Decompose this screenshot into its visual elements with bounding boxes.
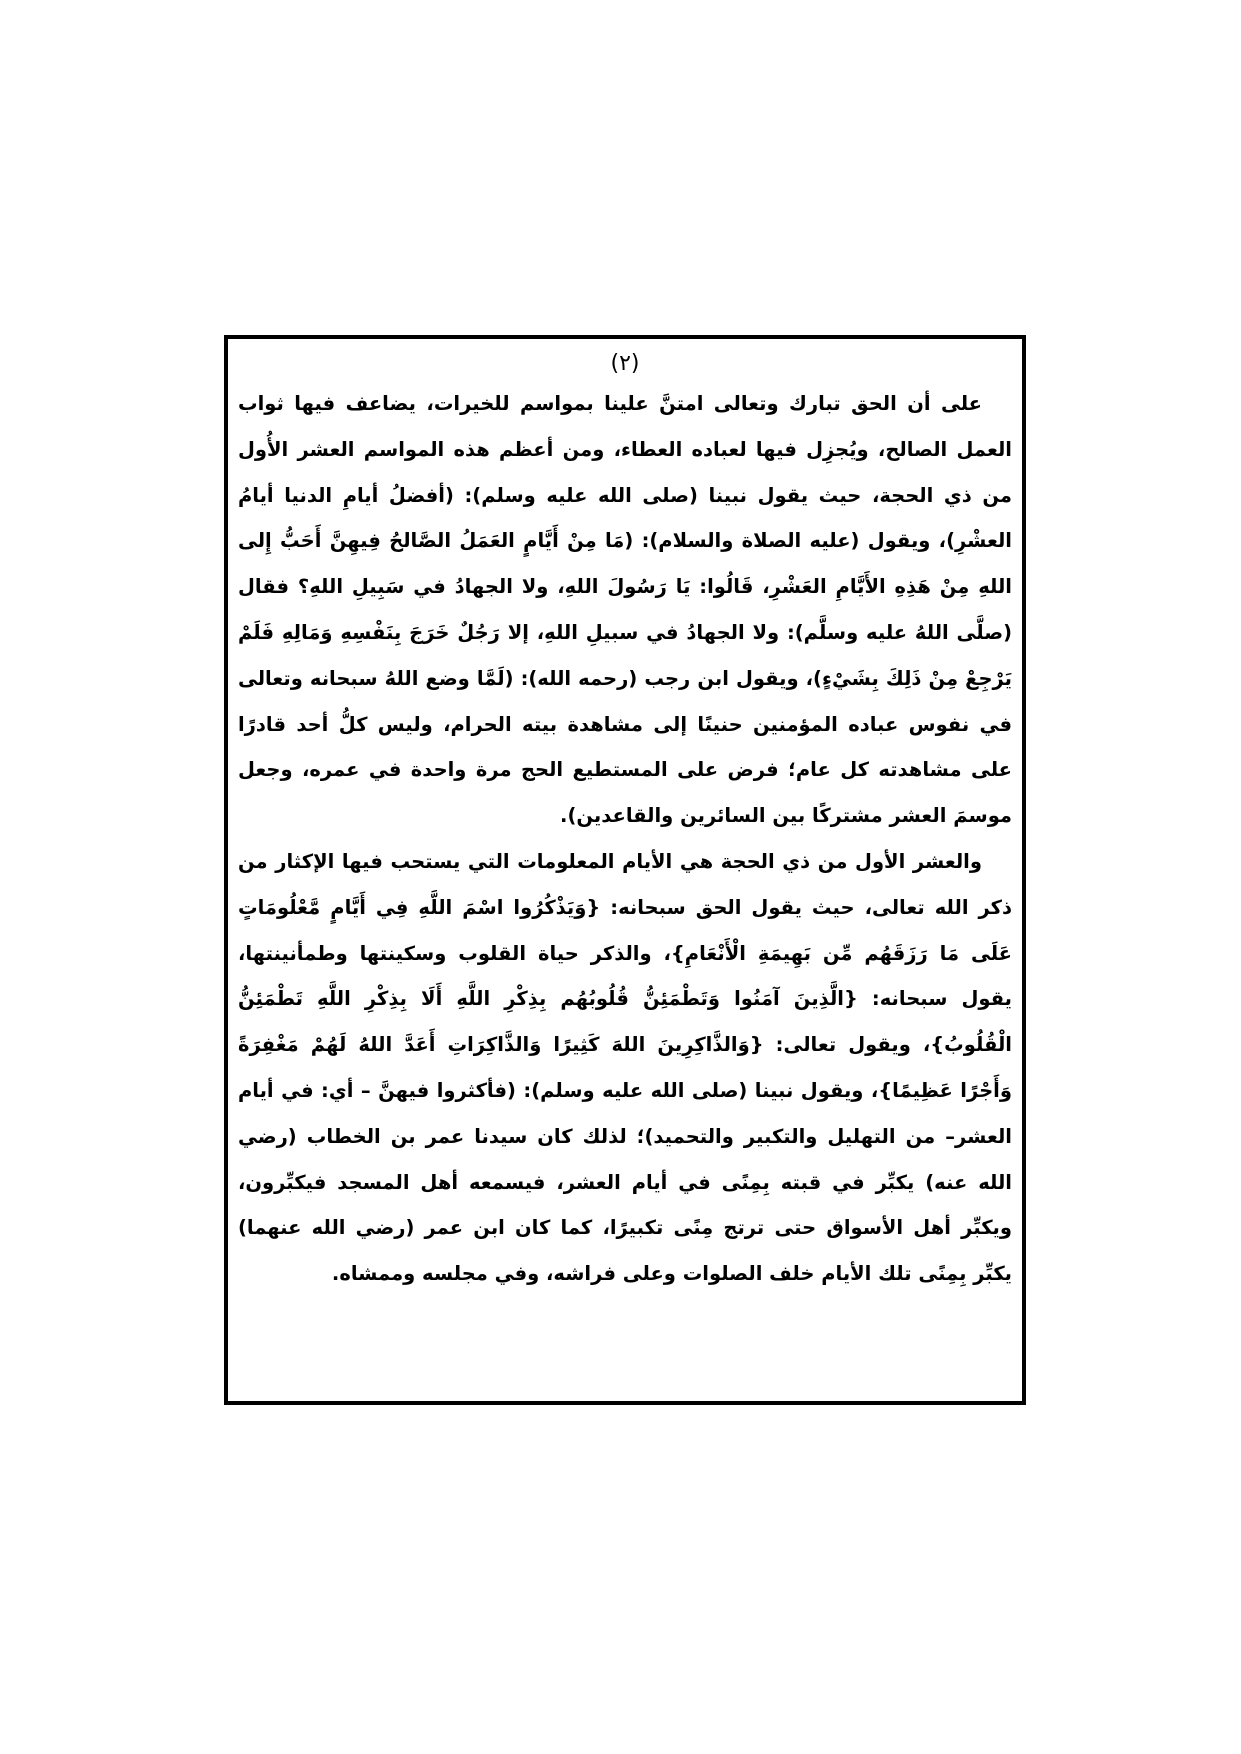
paragraph-2: والعشر الأول من ذي الحجة هي الأيام المعلومات التي يستحب فيها الإكثار من ذكر الله تعالى، حيث يقول الحق سبحانه: {وَيَذْكُرُوا اسْمَ اللَّهِ فِي أَيَّامٍ مَّعْلُومَاتٍ عَلَى مَا رَزَقَهُم مِّن بَهِيمَةِ الْأَنْعَامِ}، والذكر حياة القلوب وسكينتها وطمأنينتها، يقول سبحانه: {الَّذِينَ آمَنُوا وَتَطْمَئِنُّ قُلُوبُهُم بِذِكْرِ اللَّهِ أَلَا بِذِكْرِ اللَّهِ تَطْمَئِنُّ الْقُلُوبُ}، ويقول تعالى: {وَالذَّاكِرِينَ اللهَ كَثِيرًا وَالذَّاكِرَاتِ أَعَدَّ اللهُ لَهُمْ مَغْفِرَةً وَأَجْرًا عَظِيمًا}، ويقول نبينا (صلى الله عليه وسلم): (فأكثروا فيهنَّ – أي: في أيام العشر– من التهليل والتكبير والتحميد)؛ لذلك كان سيدنا عمر بن الخطاب (رضي الله عنه) يكبِّر في قبته بِمِنًى في أيام العشر، فيسمعه أهل المسجد فيكبِّرون، ويكبِّر أهل الأسواق حتى ترتج مِنًى تكبيرًا، كما كان ابن عمر (رضي الله عنهما) يكبِّر بِمِنًى تلك الأيام خلف الصلوات وعلى فراشه، وفي مجلسه وممشاه. xyxy=(238,849,1012,1286)
paragraph-1: على أن الحق تبارك وتعالى امتنَّ علينا بمواسم للخيرات، يضاعف فيها ثواب العمل الصالح، ويُجزِل فيها لعباده العطاء، ومن أعظم هذه المواسم العشر الأُول من ذي الحجة، حيث يقول نبينا (صلى الله عليه وسلم): (أفضلُ أيامِ الدنيا أيامُ العشْرِ)، ويقول (عليه الصلاة والسلام): (مَا مِنْ أَيَّامٍ العَمَلُ الصَّالحُ فِيهِنَّ أَحَبُّ إِلى اللهِ مِنْ هَذِهِ الأَيَّامِ العَشْرِ، قَالُوا: يَا رَسُولَ اللهِ، ولا الجهادُ في سَبِيلِ اللهِ؟ فقال (صلَّى اللهُ عليه وسلَّم): ولا الجهادُ في سبيلِ اللهِ، إلا رَجُلٌ خَرَجَ بِنَفْسِهِ وَمَالِهِ فَلَمْ يَرْجِعْ مِنْ ذَلِكَ بِشَيْءٍ)، ويقول ابن رجب (رحمه الله): (لَمَّا وضع اللهُ سبحانه وتعالى في نفوس عباده المؤمنين حنينًا إلى مشاهدة بيته الحرام، وليس كلُّ أحد قادرًا على مشاهدته كل عام؛ فرض على المستطيع الحج مرة واحدة في عمره، وجعل موسمَ العشر مشتركًا بين السائرين والقاعدين). xyxy=(238,392,1012,828)
page-number: (٢) xyxy=(610,351,640,376)
page-frame xyxy=(224,335,1026,1405)
